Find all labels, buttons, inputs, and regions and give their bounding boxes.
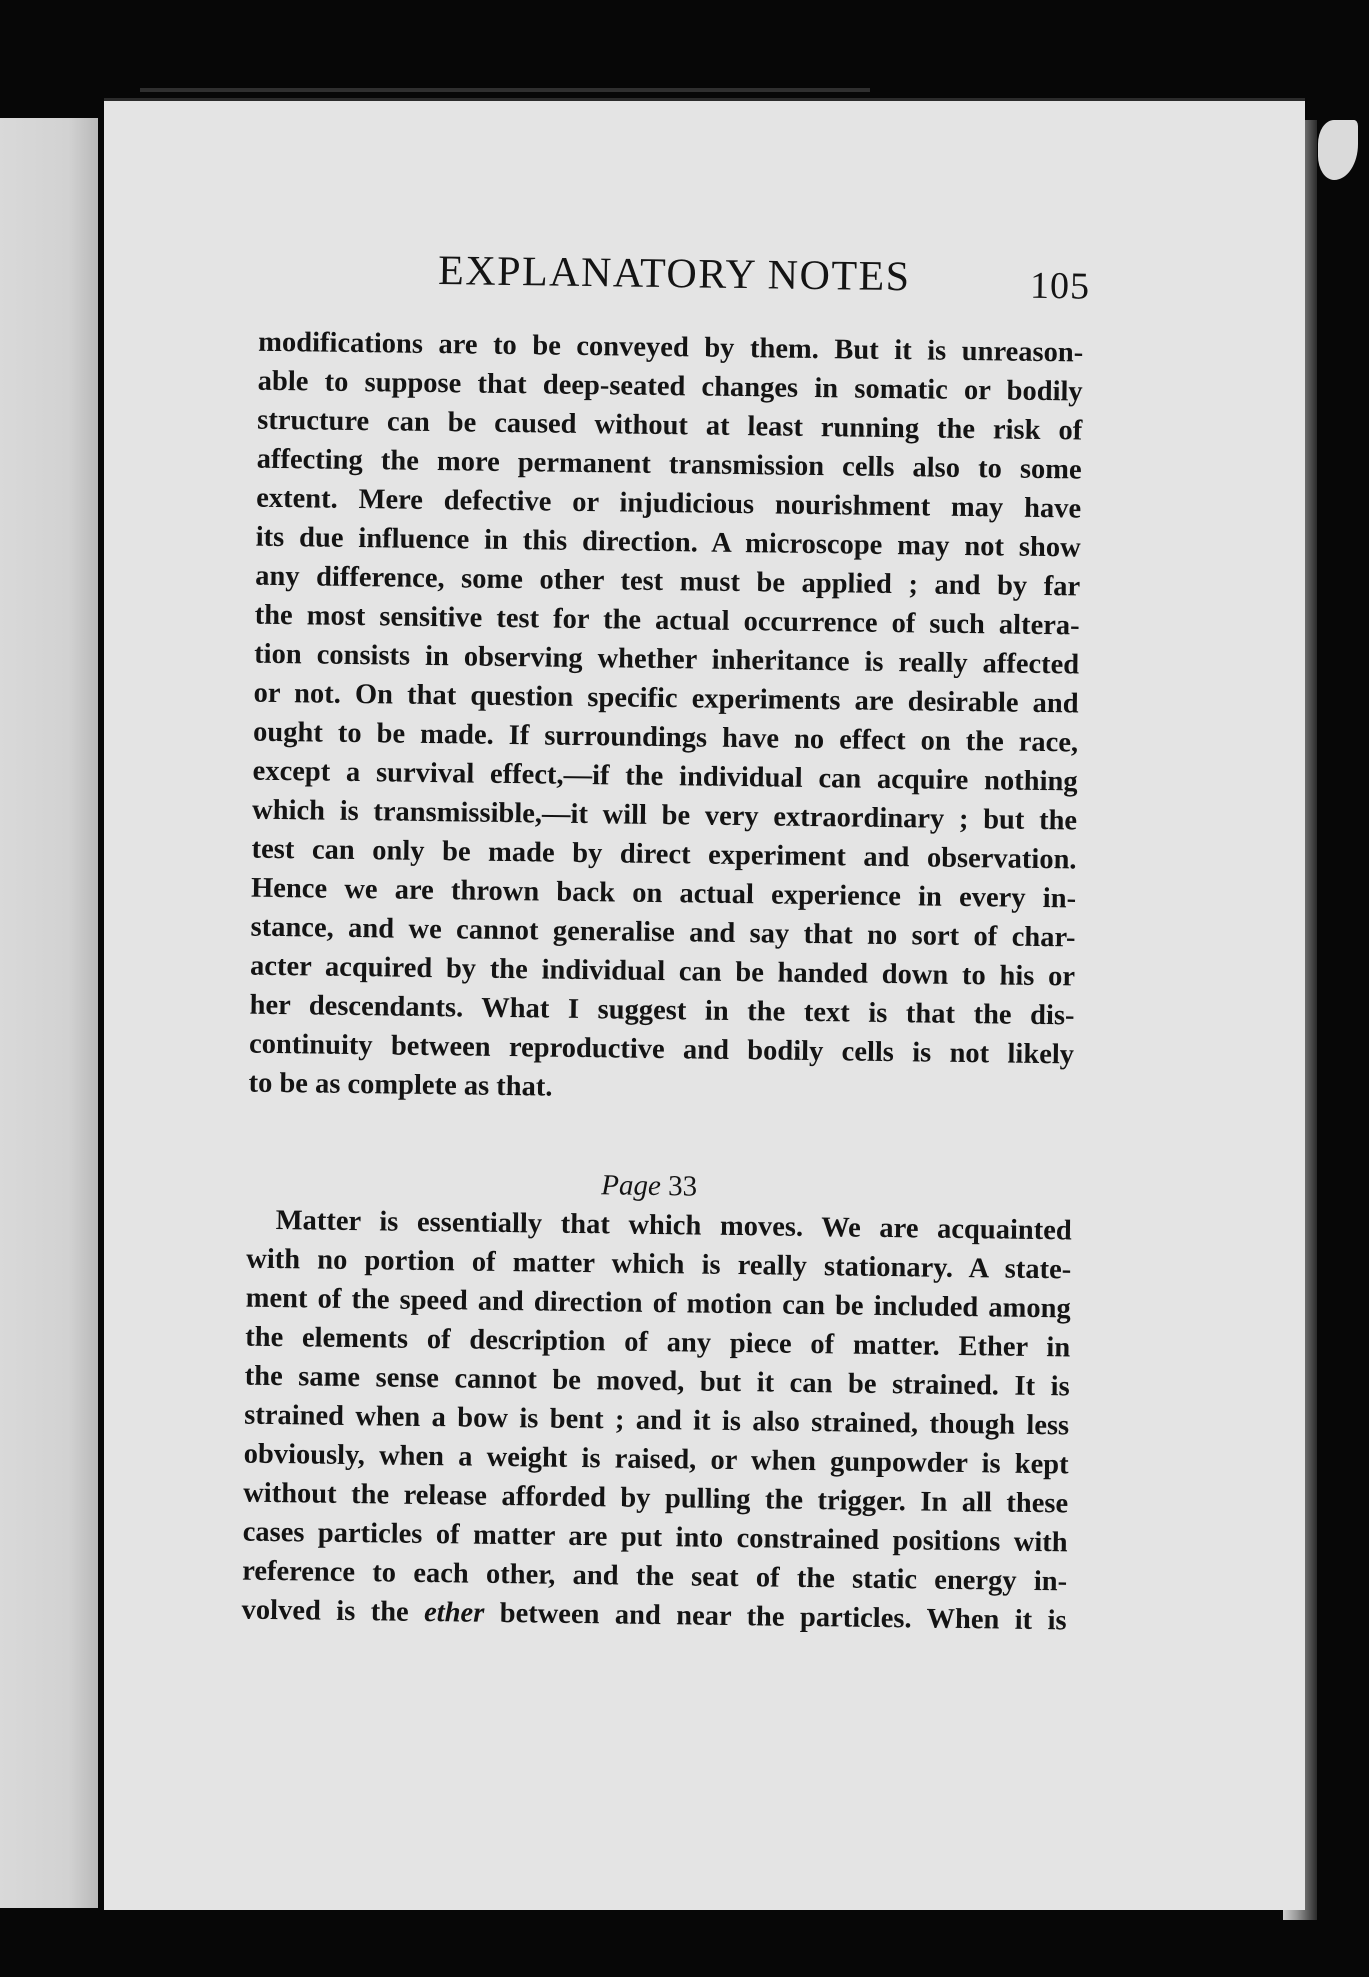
- text-line: reference to each other, and the seat of the static energy in-: [241, 1555, 1068, 1598]
- text-line: acter acquired by the individual can be handed down to his or: [249, 950, 1076, 993]
- text-line: the most sensitive test for the actual occurrence of such altera-: [254, 599, 1080, 642]
- text-line: Hence we are thrown back on actual experience in every in-: [250, 872, 1077, 915]
- text-line: tion consists in observing whether inheritance is really affected: [253, 638, 1080, 681]
- text-line: able to suppose that deep-seated changes in somatic or bodily: [257, 365, 1083, 408]
- text-line: with no portion of matter which is really stationary. A state-: [246, 1243, 1072, 1286]
- text-line: Matter is essentially that which moves. We are acquainted: [275, 1204, 1072, 1247]
- text-line: which is transmissible,—it will be very extraordinary ; but the: [251, 794, 1078, 837]
- text-line: ment of the speed and direction of motion can be included among: [245, 1282, 1071, 1325]
- text-line: modifications are to be conveyed by them. But it is unreason-: [258, 326, 1084, 369]
- text-line: the elements of description of any piece of matter. Ether in: [245, 1321, 1071, 1364]
- text-line: the same sense cannot be moved, but it can be strained. It is: [244, 1360, 1070, 1403]
- text-run: between and near the particles. When it is: [484, 1597, 1067, 1637]
- text-line: to be as complete as that.: [248, 1067, 553, 1103]
- running-head: EXPLANATORY NOTES: [437, 248, 911, 301]
- italic-word: ether: [423, 1596, 485, 1629]
- text-line: ought to be made. If surroundings have no effect on the race,: [252, 716, 1079, 759]
- text-line: affecting the more permanent transmission cells also to some: [256, 443, 1082, 486]
- text-line: except a survival effect,—if the individual can acquire nothing: [252, 755, 1078, 798]
- text-line: or not. On that question specific experiments are desirable and: [253, 677, 1079, 720]
- text-line: continuity between reproductive and bodily cells is not likely: [248, 1028, 1075, 1071]
- text-line: stance, and we cannot generalise and say that no sort of char-: [250, 911, 1076, 954]
- text-line: without the release afforded by pulling the trigger. In all these: [242, 1477, 1069, 1520]
- text-line: extent. Mere defective or injudicious nourishment may have: [256, 482, 1082, 525]
- text-line: her descendants. What I suggest in the text is that the dis-: [249, 989, 1075, 1032]
- text-run: volved is the: [241, 1594, 425, 1628]
- text-line: test can only be made by direct experiment and observation.: [251, 833, 1077, 876]
- text-line: structure can be caused without at least running the risk of: [257, 404, 1083, 447]
- text-line: strained when a bow is bent ; and it is also strained, though less: [244, 1399, 1070, 1442]
- text-line: [241, 1594, 1067, 1637]
- section-label: Page: [601, 1169, 662, 1203]
- text-line: obviously, when a weight is raised, or when gunpowder is kept: [243, 1438, 1069, 1481]
- section-number: 33: [667, 1170, 698, 1203]
- text-line: its due influence in this direction. A microscope may not show: [255, 521, 1081, 564]
- page-number: 105: [1029, 264, 1091, 308]
- section-heading: [601, 1171, 697, 1201]
- text-line: any difference, some other test must be applied ; and by far: [255, 560, 1081, 603]
- text-line: cases particles of matter are put into constrained positions with: [242, 1516, 1068, 1559]
